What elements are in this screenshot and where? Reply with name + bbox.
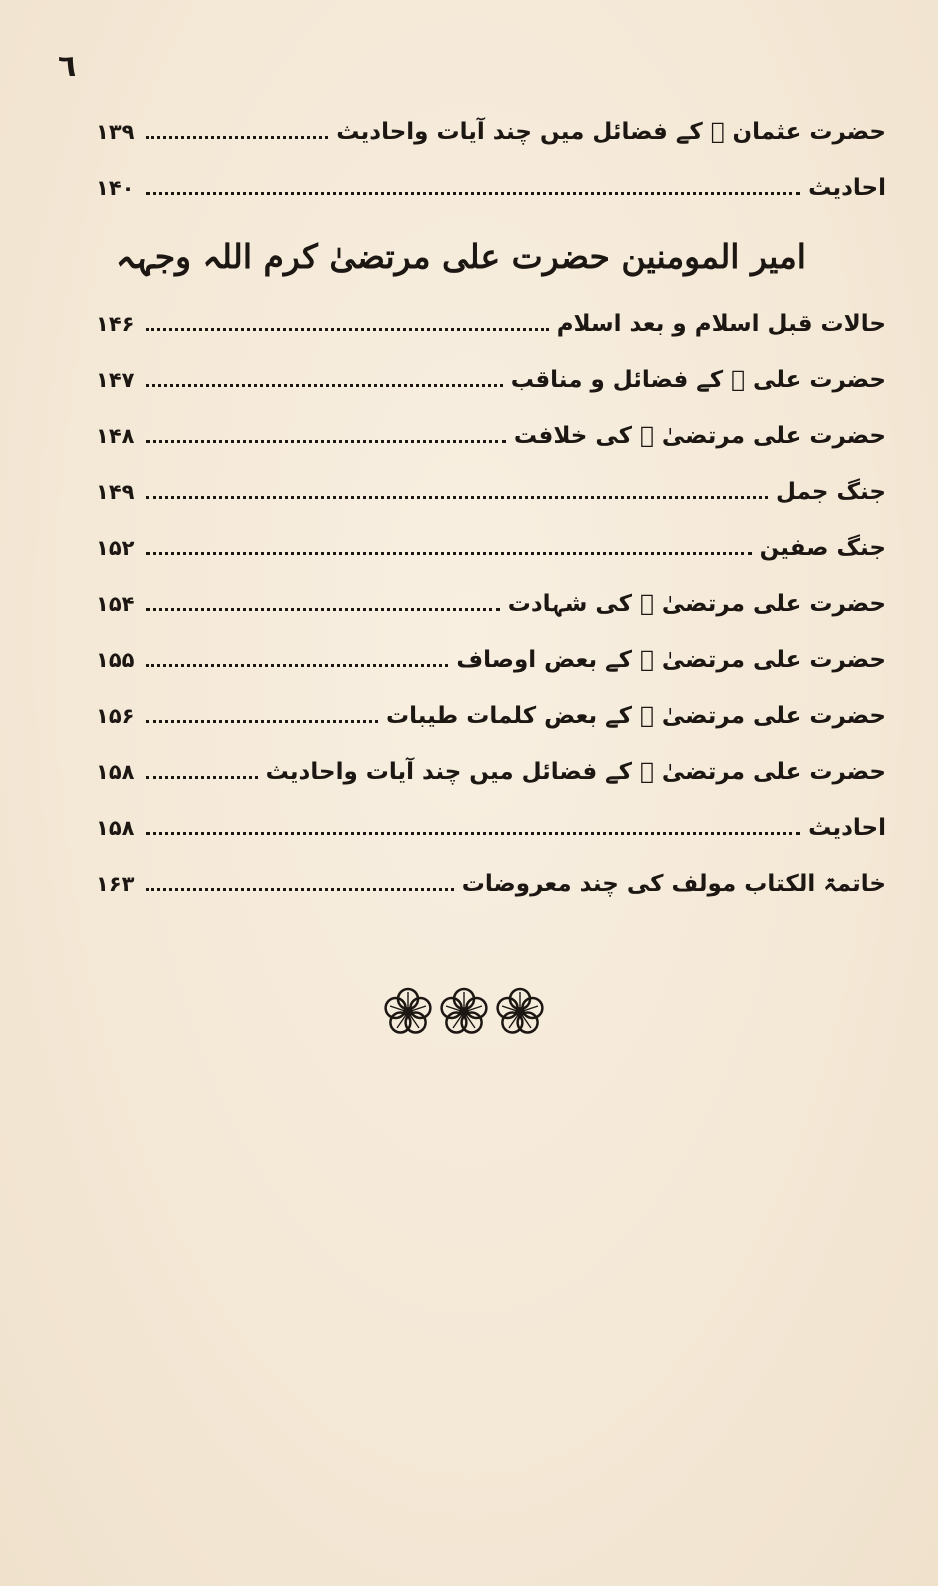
dot-leader [146, 832, 800, 835]
toc-entry-title: احادیث [808, 175, 886, 201]
toc-entry-title: حضرت علی مرتضیٰ ﷜ کے بعض اوصاف [456, 647, 886, 673]
toc-entry-page: ۱۵۲ [96, 536, 135, 560]
flower-ornament-icon [438, 986, 490, 1038]
toc-entry-page: ۱۵۸ [96, 760, 135, 784]
toc-entry-title: خاتمۃ الکتاب مولف کی چند معروضات [461, 871, 886, 897]
toc-entry-page: ۱۳۹ [96, 120, 135, 144]
dot-leader [146, 192, 800, 195]
toc-entry-page: ۱۵۵ [96, 648, 135, 672]
dot-leader [146, 384, 503, 387]
toc-entry-page: ۱۴۶ [96, 312, 135, 336]
toc-entry [96, 352, 886, 408]
toc-entry [96, 464, 886, 520]
toc-entry-title: حضرت علی مرتضیٰ ﷜ کی شہادت [507, 591, 886, 617]
toc-entry-page: ۱۴۰ [96, 176, 135, 200]
flower-ornament-icon [382, 986, 434, 1038]
toc-entry-title: جنگ جمل [775, 479, 886, 505]
toc-entry-title: حالات قبل اسلام و بعد اسلام [556, 311, 886, 337]
toc-entry-title: حضرت علی مرتضیٰ ﷜ کے بعض کلمات طیبات [386, 703, 886, 729]
toc-entry-page: ۱۴۸ [96, 424, 135, 448]
toc-entry-page: ۱۴۹ [96, 480, 135, 504]
toc-entry [96, 856, 886, 912]
toc-entry-title: حضرت علی مرتضیٰ ﷜ کی خلافت [513, 423, 886, 449]
toc-entry-title: حضرت علی مرتضیٰ ﷜ کے فضائل میں چند آیات واحادیث [265, 759, 886, 785]
page-number: ٦ [58, 49, 77, 84]
toc-entry-title: جنگ صفین [759, 535, 886, 561]
dot-leader [146, 720, 378, 723]
dot-leader [146, 328, 549, 331]
toc-entry [96, 296, 886, 352]
dot-leader [146, 888, 454, 891]
toc-entry-title: حضرت علی ﷜ کے فضائل و مناقب [510, 367, 886, 393]
toc-entry [96, 520, 886, 576]
toc-entry [96, 632, 886, 688]
toc-entry [96, 104, 886, 160]
flower-ornament-icon [494, 986, 546, 1038]
toc-entry [96, 408, 886, 464]
table-of-contents [96, 104, 886, 912]
toc-entry-page: ۱۵۶ [96, 704, 135, 728]
dot-leader [146, 608, 500, 611]
toc-entry-page: ۱۵۴ [96, 592, 135, 616]
toc-entry [96, 576, 886, 632]
dot-leader [146, 552, 752, 555]
section-heading: امیر المومنین حضرت علی مرتضیٰ کرم اللہ وجہہ [116, 236, 806, 276]
dot-leader [146, 496, 768, 499]
toc-entry-page: ۱۶۳ [96, 872, 135, 896]
dot-leader [146, 136, 328, 139]
flower-ornament [382, 986, 552, 1042]
dot-leader [146, 776, 258, 779]
toc-entry [96, 688, 886, 744]
toc-entry [96, 160, 886, 216]
dot-leader [146, 440, 506, 443]
toc-entry-title: حضرت عثمان ﷜ کے فضائل میں چند آیات واحادیث [336, 119, 886, 145]
toc-entry [96, 800, 886, 856]
dot-leader [146, 664, 448, 667]
toc-entry-title: احادیث [808, 815, 886, 841]
toc-entry-page: ۱۵۸ [96, 816, 135, 840]
toc-entry-page: ۱۴۷ [96, 368, 135, 392]
toc-entry [96, 744, 886, 800]
